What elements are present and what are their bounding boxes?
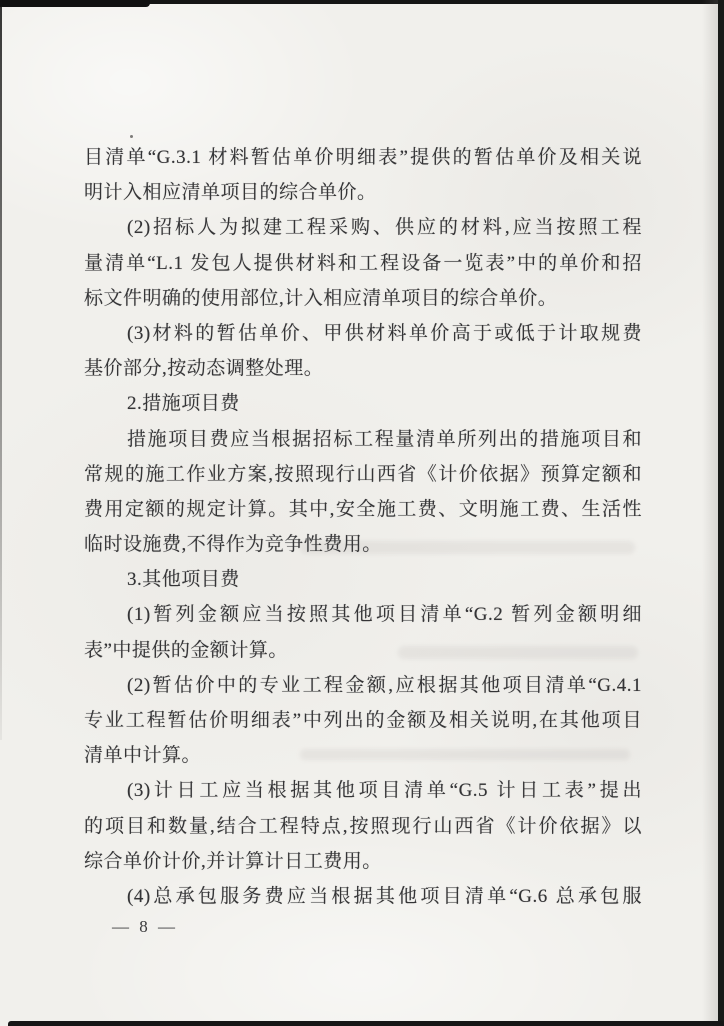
text-line: 临时设施费,不得作为竞争性费用。 (84, 534, 382, 556)
scan-edge-top-left-corner (0, 0, 150, 7)
page-number: — 8 — (112, 917, 178, 936)
text-line: 专业工程暂估价明细表”中列出的金额及相关说明,在其他项目 (84, 710, 642, 731)
text-line: 费用定额的规定计算。其中,安全施工费、文明施工费、生活性 (84, 498, 642, 520)
scan-edge-bottom (8, 1021, 724, 1026)
text-line: 2.措施项目费 (127, 393, 240, 415)
text-line: 目清单“G.3.1 材料暂估单价明细表”提供的暂估单价及相关说 (84, 147, 642, 168)
text-line: (1)暂列金额应当按照其他项目清单“G.2 暂列金额明细 (127, 604, 642, 626)
text-line: 综合单价计价,并计算计日工费用。 (84, 850, 382, 872)
scan-edge-right (718, 0, 724, 1026)
text-line: 的项目和数量,结合工程特点,按照现行山西省《计价依据》以 (84, 815, 642, 837)
text-line: 基价部分,按动态调整处理。 (84, 358, 324, 380)
scan-edge-right-shadow (702, 0, 718, 1026)
scan-edge-left (0, 0, 2, 740)
text-line: 量清单“L.1 发包人提供材料和工程设备一览表”中的单价和招 (84, 252, 642, 274)
text-line: 表”中提供的金额计算。 (84, 639, 288, 661)
text-line: 3.其他项目费 (127, 569, 240, 591)
text-line: (3)计日工应当根据其他项目清单“G.5 计日工表”提出 (127, 780, 642, 802)
text-line: (2)暂估价中的专业工程金额,应根据其他项目清单“G.4.1 (127, 674, 642, 696)
text-line: 措施项目费应当根据招标工程量清单所列出的措施项目和 (127, 428, 642, 450)
document-text-block (84, 140, 642, 914)
text-line: 明计入相应清单项目的综合单价。 (84, 182, 377, 204)
text-line: (2)招标人为拟建工程采购、供应的材料,应当按照工程 (127, 217, 642, 239)
text-line: (3)材料的暂估单价、甲供材料单价高于或低于计取规费 (127, 322, 642, 344)
scan-speck (130, 135, 133, 138)
text-line: 清单中计算。 (84, 745, 202, 767)
text-line: (4)总承包服务费应当根据其他项目清单“G.6 总承包服 (127, 885, 642, 907)
text-line: 标文件明确的使用部位,计入相应清单项目的综合单价。 (84, 287, 558, 309)
text-line: 常规的施工作业方案,按照现行山西省《计价依据》预算定额和 (84, 463, 642, 485)
